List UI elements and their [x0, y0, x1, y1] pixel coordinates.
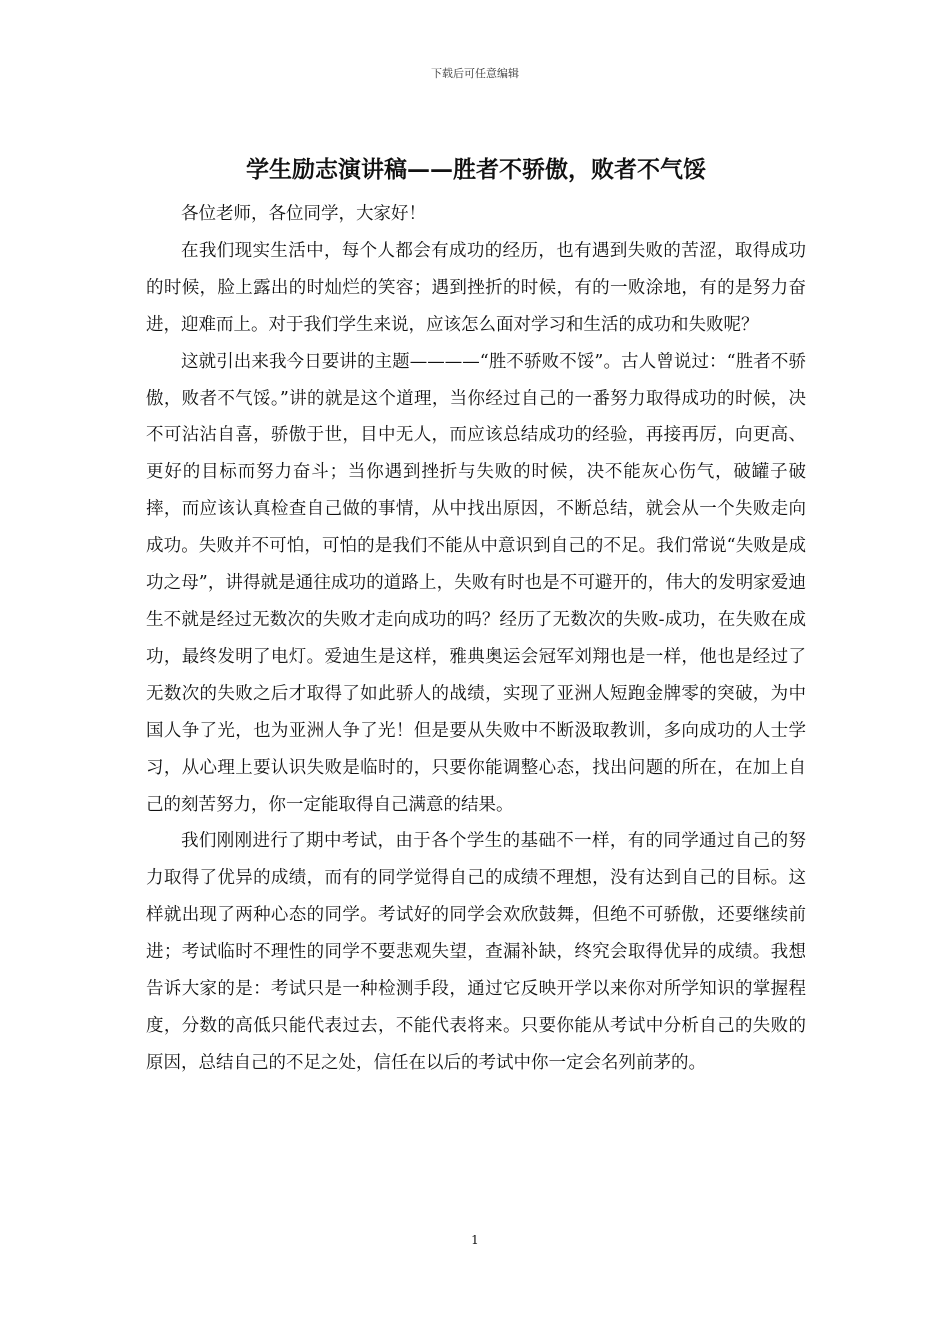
page-header-note: 下载后可任意编辑 — [431, 67, 519, 80]
paragraph-theme: 这就引出来我今日要讲的主题————“胜不骄败不馁”。古人曾说过：“胜者不骄傲，败者不气馁。”讲的就是这个道理，当你经过自己的一番努力取得成功的时候，决不可沾沾自喜，骄傲于世，目中无人，而应该总结成功的经验，再接再厉，向更高、更好的目标而努力奋斗；当你遇到挫折与失败的时候，决不能灰心伤气，破罐子破摔，而应该认真检查自己做的事情，从中找出原因，不断总结，就会从一个失败走向成功。失败并不可怕，可怕的是我们不能从中意识到自己的不足。我们常说“失败是成功之母”，讲得就是通往成功的道路上，失败有时也是不可避开的，伟大的发明家爱迪生不就是经过无数次的失败才走向成功的吗？经历了无数次的失败-成功，在失败在成功，最终发明了电灯。爱迪生是这样，雅典奥运会冠军刘翔也是一样，他也是经过了无数次的失败之后才取得了如此骄人的战绩，实现了亚洲人短跑金牌零的突破，为中国人争了光，也为亚洲人争了光！但是要从失败中不断汲取教训，多向成功的人士学习，从心理上要认识失败是临时的，只要你能调整心态，找出问题的所在，在加上自己的刻苦努力，你一定能取得自己满意的结果。 — [146, 351, 806, 815]
document-body — [146, 196, 806, 1082]
paragraph-greeting: 各位老师，各位同学，大家好！ — [181, 204, 426, 224]
paragraph-intro: 在我们现实生活中，每个人都会有成功的经历，也有遇到失败的苦涩，取得成功的时候，脸上露出的时灿烂的笑容；遇到挫折的时候，有的一败涂地，有的是努力奋进，迎难而上。对于我们学生来说，应该怎么面对学习和生活的成功和失败呢？ — [146, 240, 806, 335]
document-title: 学生励志演讲稿——胜者不骄傲，败者不气馁 — [246, 156, 706, 183]
paragraph-exam: 我们刚刚进行了期中考试，由于各个学生的基础不一样，有的同学通过自己的努力取得了优异的成绩，而有的同学觉得自己的成绩不理想，没有达到自己的目标。这样就出现了两种心态的同学。考试好的同学会欢欣鼓舞，但绝不可骄傲，还要继续前进；考试临时不理性的同学不要悲观失望，查漏补缺，终究会取得优异的成绩。我想告诉大家的是：考试只是一种检测手段，通过它反映开学以来你对所学知识的掌握程度，分数的高低只能代表过去，不能代表将来。只要你能从考试中分析自己的失败的原因，总结自己的不足之处，信任在以后的考试中你一定会名列前茅的。 — [146, 831, 806, 1073]
page-number: 1 — [471, 1233, 479, 1247]
